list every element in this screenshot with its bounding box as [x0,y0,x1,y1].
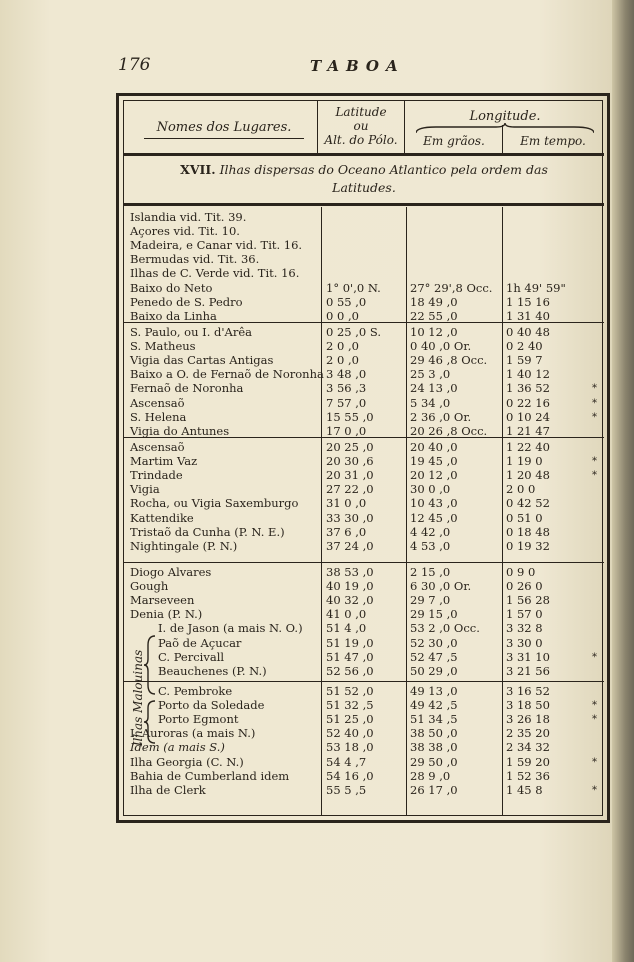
latitude-cell: 15 55 ,0 [326,409,374,424]
time-cell: 1 57 0 [506,607,543,622]
latitude-cell: 51 52 ,0 [326,684,374,698]
table-row [124,756,604,770]
time-cell: 3 18 50 [506,698,550,713]
latitude-cell: 31 0 ,0 [326,496,367,511]
latitude-cell: 53 18 ,0 [326,740,374,755]
table-row [124,713,604,727]
group-rule [124,681,604,682]
degrees-cell: 22 55 ,0 [410,308,458,323]
header-divider [404,101,405,153]
group-rule [124,437,604,438]
name-cell: Islandia vid. Tit. 39. [130,210,247,224]
table-row [124,397,604,411]
degrees-cell: 5 34 ,0 [410,395,451,410]
name-cell: Beauchenes (P. N.) [158,663,267,678]
time-cell: 1 31 40 [506,308,550,323]
degrees-cell: 2 15 ,0 [410,565,451,579]
malvinas-brace-icon [144,635,156,695]
degrees-cell: 52 30 ,0 [410,635,458,650]
name-cell: Tristaõ da Cunha (P. N. E.) [130,524,285,539]
time-cell: 3 32 8 [506,621,543,636]
page-gutter-shadow [612,0,634,962]
name-cell: Martim Vaz [130,454,198,469]
time-cell: 1 20 48 [506,468,550,483]
name-cell: Porto Egmont [158,712,239,727]
latitude-cell: 52 40 ,0 [326,726,374,741]
star-mark: * [592,383,597,395]
latitude-cell: 20 30 ,6 [326,454,374,469]
table-row [124,267,604,281]
time-cell: 0 9 0 [506,565,536,579]
degrees-cell: 10 12 ,0 [410,325,458,339]
star-mark: * [592,397,597,409]
latitude-cell: 51 4 ,0 [326,621,367,636]
section-rule [124,203,604,206]
name-cell: S. Helena [130,409,187,424]
table-row [124,382,604,396]
table-row [124,326,604,340]
running-title: TABOA [310,57,405,75]
degrees-cell: 29 7 ,0 [410,593,451,608]
time-cell: 0 18 48 [506,524,550,539]
name-cell: Vigia [130,482,160,497]
degrees-cell: 51 34 ,5 [410,712,458,727]
table-row [124,741,604,755]
table-row [124,368,604,382]
name-cell: Idem (a mais S.) [130,740,225,755]
time-cell: 1 15 16 [506,294,550,309]
latitude-cell: 54 16 ,0 [326,768,374,783]
table-header [124,101,604,156]
name-cell: Paõ de Açucar [158,635,242,650]
degrees-cell: 12 45 ,0 [410,510,458,525]
table-row [124,340,604,354]
name-cell: Diogo Alvares [130,565,212,579]
time-cell: 0 26 0 [506,579,543,594]
table-row [124,685,604,699]
name-cell: S. Matheus [130,339,196,354]
time-cell: 1 59 7 [506,353,543,368]
header-latitude [321,105,401,147]
latitude-cell: 40 32 ,0 [326,593,374,608]
table-row [124,411,604,425]
latitude-cell: 33 30 ,0 [326,510,374,525]
table-row [124,354,604,368]
group-rule [124,322,604,323]
time-cell: 1 21 47 [506,423,550,438]
name-cell: Vigia do Antunes [130,423,230,438]
latitude-cell: 3 56 ,3 [326,381,367,396]
table-row [124,239,604,253]
table-row [124,469,604,483]
degrees-cell: 10 43 ,0 [410,496,458,511]
name-cell: Gough [130,579,169,594]
header-latitude-line: ou [353,119,369,133]
degrees-cell: 29 46 ,8 Occ. [410,353,488,368]
latitude-cell: 0 55 ,0 [326,294,367,309]
header-latitude-line: Latitude [335,105,387,119]
star-mark: * [592,456,597,468]
time-cell: 0 40 48 [506,325,550,339]
latitude-cell: 27 22 ,0 [326,482,374,497]
section-title [124,161,604,201]
latitude-cell: 54 4 ,7 [326,754,367,769]
time-cell: 3 16 52 [506,684,550,698]
time-cell: 1h 49' 59" [506,280,566,295]
name-cell: Trindade [130,468,183,483]
table-row [124,497,604,511]
degrees-cell: 20 26 ,8 Occ. [410,423,488,438]
degrees-cell: 2 36 ,0 Or. [410,409,472,424]
section-number: XVII. [180,162,216,177]
name-cell: Ilha de Clerk [130,782,206,797]
name-cell: Vigia das Cartas Antigas [130,353,274,368]
table-row [124,665,604,679]
degrees-cell: 24 13 ,0 [410,381,458,396]
header-names-underline [144,138,304,139]
latitude-cell: 38 53 ,0 [326,565,374,579]
table-row [124,580,604,594]
time-cell: 3 30 0 [506,635,543,650]
group-rule [124,562,604,563]
star-mark: * [592,411,597,423]
time-cell: 0 19 32 [506,538,550,553]
name-cell: Denia (P. N.) [130,607,203,622]
latitude-cell: 55 5 ,5 [326,782,367,797]
degrees-cell: 6 30 ,0 Or. [410,579,472,594]
table-row [124,253,604,267]
table-row [124,512,604,526]
time-cell: 0 42 52 [506,496,550,511]
latitude-cell: 0 25 ,0 S. [326,325,382,339]
time-cell: 1 52 36 [506,768,550,783]
name-cell: Porto da Soledade [158,698,265,713]
latitude-cell: 37 24 ,0 [326,538,374,553]
name-cell: Ilha Georgia (C. N.) [130,754,244,769]
latitude-cell: 17 0 ,0 [326,423,367,438]
name-cell: Madeira, e Canar vid. Tit. 16. [130,238,303,253]
degrees-cell: 26 17 ,0 [410,782,458,797]
time-cell: 1 56 28 [506,593,550,608]
star-mark: * [592,470,597,482]
name-cell: I. Auroras (a mais N.) [130,726,256,741]
name-cell: Bahia de Cumberland idem [130,768,290,783]
degrees-cell: 4 42 ,0 [410,524,451,539]
latitude-cell: 0 0 ,0 [326,308,359,323]
degrees-cell: 0 40 ,0 Or. [410,339,472,354]
time-cell: 1 40 12 [506,367,550,382]
time-cell: 0 51 0 [506,510,543,525]
degrees-cell: 19 45 ,0 [410,454,458,469]
table-row [124,727,604,741]
table-row [124,455,604,469]
table-row [124,637,604,651]
degrees-cell: 49 13 ,0 [410,684,458,698]
table-row [124,296,604,310]
malvinas-brace-icon [144,700,156,744]
name-cell: S. Paulo, ou I. d'Arêa [130,325,253,339]
degrees-cell: 25 3 ,0 [410,367,451,382]
table-row [124,483,604,497]
header-time: Em tempo. [520,134,586,148]
header-divider [317,101,318,153]
name-cell: I. de Jason (a mais N. O.) [158,621,303,636]
latitude-cell: 41 0 ,0 [326,607,367,622]
time-cell: 2 0 0 [506,482,536,497]
degrees-cell: 52 47 ,5 [410,649,458,664]
degrees-cell: 29 50 ,0 [410,754,458,769]
header-latitude-line: Alt. do Pólo. [324,133,398,147]
time-cell: 2 34 32 [506,740,550,755]
table-row [124,441,604,455]
degrees-cell: 20 12 ,0 [410,468,458,483]
name-cell: Baixo do Neto [130,280,213,295]
name-cell: Ascensaõ [130,440,185,454]
table-row [124,526,604,540]
latitude-cell: 2 0 ,0 [326,353,359,368]
degrees-cell: 29 15 ,0 [410,607,458,622]
latitude-cell: 2 0 ,0 [326,339,359,354]
table-row [124,608,604,622]
latitude-cell: 20 25 ,0 [326,440,374,454]
table-row [124,594,604,608]
table-frame [116,93,610,823]
star-mark: * [592,714,597,726]
name-cell: C. Percivall [158,649,225,664]
table-row [124,566,604,580]
degrees-cell: 49 42 ,5 [410,698,458,713]
degrees-cell: 20 40 ,0 [410,440,458,454]
time-cell: 1 36 52 [506,381,550,396]
time-cell: 0 22 16 [506,395,550,410]
latitude-cell: 37 6 ,0 [326,524,367,539]
degrees-cell: 18 49 ,0 [410,294,458,309]
star-mark: * [592,700,597,712]
star-mark: * [592,756,597,768]
name-cell: Penedo de S. Pedro [130,294,243,309]
table-row [124,282,604,296]
section-title-line2: Latitudes. [332,180,396,195]
latitude-cell: 20 31 ,0 [326,468,374,483]
time-cell: 1 45 8 [506,782,543,797]
name-cell: Marseveen [130,593,195,608]
name-cell: Fernaõ de Noronha [130,381,244,396]
section-title-line1: Ilhas dispersas do Oceano Atlantico pela ordem das [219,162,548,177]
time-cell: 1 19 0 [506,454,543,469]
degrees-cell: 28 9 ,0 [410,768,451,783]
latitude-cell: 3 48 ,0 [326,367,367,382]
table-row [124,651,604,665]
running-head [118,55,588,79]
table-row [124,784,604,798]
latitude-cell: 51 19 ,0 [326,635,374,650]
star-mark: * [592,784,597,796]
name-cell: Ascensaõ [130,395,185,410]
latitude-cell: 51 47 ,0 [326,649,374,664]
time-cell: 1 22 40 [506,440,550,454]
time-cell: 0 2 40 [506,339,543,354]
time-cell: 3 21 56 [506,663,550,678]
header-names: Nomes dos Lugares. [156,120,292,135]
table-row [124,540,604,554]
table-row [124,225,604,239]
time-cell: 1 59 20 [506,754,550,769]
latitude-cell: 7 57 ,0 [326,395,367,410]
name-cell: Nightingale (P. N.) [130,538,238,553]
name-cell: Rocha, ou Vigia Saxemburgo [130,496,299,511]
name-cell: Baixo a O. de Fernaõ de Noronha [130,367,324,382]
star-mark: * [592,651,597,663]
degrees-cell: 38 50 ,0 [410,726,458,741]
latitude-cell: 51 25 ,0 [326,712,374,727]
name-cell: C. Pembroke [158,684,233,698]
page-number: 176 [118,55,151,75]
name-cell: Baixo da Linha [130,308,217,323]
table-row [124,211,604,225]
latitude-cell: 52 56 ,0 [326,663,374,678]
malvinas-side-label [124,633,146,773]
table-row [124,770,604,784]
name-cell: Ilhas de C. Verde vid. Tit. 16. [130,266,300,281]
latitude-cell: 51 32 ,5 [326,698,374,713]
header-degrees: Em grãos. [423,134,485,148]
name-cell: Bermudas vid. Tit. 36. [130,252,260,267]
table-row [124,699,604,713]
time-cell: 3 26 18 [506,712,550,727]
degrees-cell: 53 2 ,0 Occ. [410,621,480,636]
time-cell: 0 10 24 [506,409,550,424]
header-longitude: Longitude. [469,109,541,124]
table-inner [123,100,603,816]
malvinas-label-text: Ilhas Malouinas [131,649,145,747]
degrees-cell: 4 53 ,0 [410,538,451,553]
degrees-cell: 30 0 ,0 [410,482,451,497]
name-cell: Açores vid. Tit. 10. [130,224,240,239]
degrees-cell: 38 38 ,0 [410,740,458,755]
degrees-cell: 27° 29',8 Occ. [410,280,493,295]
time-cell: 3 31 10 [506,649,550,664]
degrees-cell: 50 29 ,0 [410,663,458,678]
name-cell: Kattendike [130,510,194,525]
table-row [124,622,604,636]
time-cell: 2 35 20 [506,726,550,741]
latitude-cell: 40 19 ,0 [326,579,374,594]
latitude-cell: 1° 0',0 N. [326,280,381,295]
